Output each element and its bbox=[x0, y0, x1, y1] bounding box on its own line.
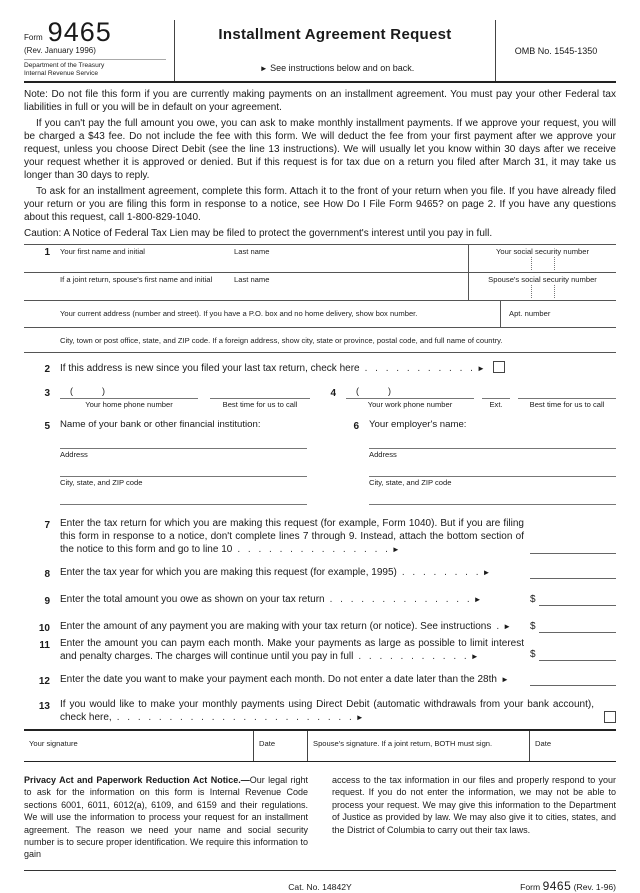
line-8-text bbox=[60, 566, 524, 581]
employer-column bbox=[333, 419, 616, 505]
employer-name-label: Your employer's name: bbox=[369, 419, 467, 430]
arrow-icon: ► bbox=[470, 652, 479, 661]
catalog-number: Cat. No. 14842Y bbox=[288, 881, 352, 892]
form-number: 9465 bbox=[47, 17, 112, 47]
bank-name-input[interactable] bbox=[60, 432, 307, 449]
city-label: City, town or post office, state, and ZIP code. If a foreign address, show city, state or province, postal code, and full name of country. bbox=[60, 336, 503, 345]
line-8-answer bbox=[530, 566, 616, 581]
number-gap bbox=[50, 698, 60, 724]
arrow-icon: ► bbox=[500, 675, 509, 684]
your-signature-cell[interactable] bbox=[24, 731, 254, 761]
number-gap bbox=[50, 273, 60, 300]
dot-leader: . . . . . . . . bbox=[401, 567, 479, 578]
dot-leader: . bbox=[496, 621, 500, 632]
agency-block bbox=[24, 59, 166, 78]
caution-label: Caution: bbox=[24, 228, 62, 239]
line-7-answer bbox=[530, 517, 616, 556]
note-label: Note: bbox=[24, 89, 48, 100]
form-revision: (Rev. January 1996) bbox=[24, 46, 96, 55]
home-phone-input[interactable]: ( ) bbox=[60, 386, 198, 399]
number-gap bbox=[50, 301, 60, 327]
intro-paragraph-1: If you can't pay the full amount you owe, you can ask to make monthly installment payments. If we approve your request, you will be charged a $43 fee. Do not include the fee with this form. We will deduct the fee from your first payment after we approve your request, unless you choose Direct Debit (see the line 13 instructions). We will usually let you know within 30 days after we receive your request whether it is approved or denied. But if this request is for tax due on a return you filed after March 31, it may take us longer than 30 days to reply. bbox=[24, 118, 616, 181]
employer-name-input[interactable] bbox=[369, 432, 616, 449]
line-number-11: 11 bbox=[39, 640, 50, 651]
number-gap bbox=[50, 593, 60, 608]
apt-number-label: Apt. number bbox=[509, 309, 551, 318]
caution-text: A Notice of Federal Tax Lien may be filed to protect the government's interest until you pay in full. bbox=[63, 228, 493, 239]
bank-address-label: Address bbox=[60, 450, 88, 459]
number-gap bbox=[336, 386, 346, 409]
bank-name-label: Name of your bank or other financial institution: bbox=[60, 419, 261, 430]
line-number-9: 9 bbox=[44, 596, 50, 607]
city-cell[interactable] bbox=[60, 328, 616, 352]
number-gap bbox=[50, 245, 60, 272]
privacy-right-column: access to the tax information in our files and properly respond to your request. If you do not enter the information, we may not be able to process your request. We may give this information to the Department of Justice as provided by law. We may also give it to cities, states, and the District of Columbia to carry out their tax laws. bbox=[332, 775, 616, 835]
dollar-sign: $ bbox=[530, 594, 536, 605]
line-11-text bbox=[60, 637, 524, 663]
ext-label: Ext. bbox=[489, 400, 503, 409]
line-12-row bbox=[24, 673, 616, 688]
bank-city-input[interactable] bbox=[60, 488, 307, 505]
bank-employer-section bbox=[24, 419, 616, 505]
ssn-separator bbox=[554, 257, 555, 270]
footer-form-word: Form bbox=[520, 881, 541, 892]
dollar-sign: $ bbox=[530, 621, 536, 632]
page-footer bbox=[24, 870, 616, 892]
line-13-text bbox=[60, 698, 594, 724]
ext-input[interactable] bbox=[482, 386, 510, 399]
line-12-answer bbox=[530, 673, 616, 688]
spouse-ssn-cell[interactable] bbox=[468, 273, 616, 300]
dot-leader: . . . . . . . . . . . bbox=[358, 651, 467, 662]
first-name-label: Your first name and initial bbox=[60, 247, 145, 256]
number-gap bbox=[50, 517, 60, 556]
agency-line-2: Internal Revenue Service bbox=[24, 70, 99, 77]
spouse-signature-cell[interactable] bbox=[308, 731, 530, 761]
address-row[interactable] bbox=[24, 301, 616, 328]
employer-address-input[interactable] bbox=[369, 460, 616, 477]
number-gap bbox=[50, 637, 60, 663]
form-word-label: Form bbox=[24, 33, 43, 42]
arrow-icon: ► bbox=[259, 64, 268, 73]
footer-revision: (Rev. 1-96) bbox=[573, 881, 616, 892]
line-number-blank bbox=[24, 273, 50, 300]
line-13-answer bbox=[596, 698, 616, 724]
ssn-label: Your social security number bbox=[496, 247, 589, 256]
line-12-answer-field[interactable] bbox=[530, 675, 616, 686]
home-phone-label: Your home phone number bbox=[85, 400, 173, 409]
subtitle-text: See instructions below and on back. bbox=[270, 63, 415, 73]
home-best-time-label: Best time for us to call bbox=[222, 400, 298, 409]
work-best-time-input[interactable] bbox=[518, 386, 616, 399]
line-12-text bbox=[60, 673, 524, 688]
ssn-separator bbox=[554, 285, 555, 298]
line-number-1: 1 bbox=[44, 247, 50, 258]
spouse-date-cell[interactable] bbox=[530, 731, 616, 761]
taxpayer-info-table bbox=[24, 244, 616, 353]
line-11-answer bbox=[530, 637, 616, 663]
number-gap bbox=[50, 419, 60, 505]
number-gap bbox=[50, 620, 60, 635]
line-13-row bbox=[24, 698, 616, 724]
line-9-text bbox=[60, 593, 524, 608]
ssn-separators bbox=[473, 257, 612, 270]
your-name-cell[interactable] bbox=[60, 245, 468, 272]
current-address-cell[interactable] bbox=[60, 301, 500, 327]
spouse-date-label: Date bbox=[535, 739, 552, 748]
ssn-separators bbox=[473, 285, 612, 298]
bank-column bbox=[24, 419, 307, 505]
intro-paragraph-2: To ask for an installment agreement, complete this form. Attach it to the front of your return when you file. If you have already filed your return or you are filing this form in response to a notice, see How Do I File Form 9465? on page 2. If you have any questions about this request, call 1-800-829-1040. bbox=[24, 186, 616, 223]
line-number-8: 8 bbox=[44, 569, 50, 580]
footer-form-number: 9465 bbox=[542, 878, 572, 893]
direct-debit-checkbox[interactable] bbox=[604, 711, 616, 723]
work-best-time-label: Best time for us to call bbox=[529, 400, 605, 409]
privacy-notice bbox=[24, 774, 616, 861]
date-label: Date bbox=[259, 739, 276, 748]
spouse-signature-label: Spouse's signature. If a joint return, BOTH must sign. bbox=[313, 739, 493, 748]
line-13-question-1: If you would like to make your monthly payments using Direct Debit (automatic withdrawals from your bbox=[60, 699, 524, 710]
line-10-answer-field[interactable] bbox=[539, 622, 616, 633]
line-10-answer bbox=[530, 620, 616, 635]
phone-section bbox=[24, 386, 616, 409]
line-7-question: Enter the tax return for which you are making this request (for example, Form 1040). But if you are filing this form in response to a notice, don't complete lines 7 through 9. Instead, attach the bottom section of the notice to this form and go to line 10 bbox=[60, 518, 524, 555]
page-title: Installment Agreement Request bbox=[218, 26, 452, 43]
field-gap bbox=[510, 386, 518, 409]
omb-number: OMB No. 1545-1350 bbox=[514, 45, 598, 56]
last-name-label: Last name bbox=[234, 247, 270, 256]
privacy-left-text: Our legal right to ask for the information on this form is Internal Revenue Code sections 6001, 6011, 6012(a), 6109, and 6159 and their regulations. We will use the information to process your request for an installment agreement. The reason we need your name and social security number is to secure proper identification. We require this information to gain bbox=[24, 775, 308, 860]
line-2-text bbox=[60, 361, 616, 376]
spouse-ssn-label: Spouse's social security number bbox=[488, 275, 597, 284]
dot-leader: . . . . . . . . . . . . . . bbox=[329, 594, 470, 605]
number-gap bbox=[50, 386, 60, 409]
line-10-text bbox=[60, 620, 524, 635]
line-7-row bbox=[24, 517, 616, 556]
home-best-time-input[interactable] bbox=[210, 386, 310, 399]
signature-block bbox=[24, 729, 616, 762]
line-number-5: 5 bbox=[44, 421, 50, 432]
form-header bbox=[24, 17, 616, 83]
line-11-question-2: and penalty charges. The charges will continue until you pay in full bbox=[60, 651, 354, 662]
work-phone-field[interactable] bbox=[346, 386, 474, 409]
note-text: Do not file this form if you are currently making payments on an installment agreement. You must pay your other Federal tax liabilities in full or you will be in default on your agreement. bbox=[24, 89, 616, 113]
line-number-12: 12 bbox=[38, 676, 50, 687]
home-phone-field[interactable] bbox=[60, 386, 198, 409]
line-2-question: If this address is new since you filed your last tax return, check here bbox=[60, 363, 360, 374]
line-number-10: 10 bbox=[38, 623, 50, 634]
arrow-icon: ► bbox=[482, 568, 491, 577]
form-id-block bbox=[24, 17, 174, 81]
your-ssn-cell[interactable] bbox=[468, 245, 616, 272]
arrow-icon: ► bbox=[503, 622, 512, 631]
note-paragraph bbox=[24, 88, 616, 114]
form-subtitle bbox=[181, 63, 489, 73]
caution-paragraph bbox=[24, 227, 616, 240]
field-gap bbox=[198, 386, 210, 409]
current-address-label: Your current address (number and street). If you have a P.O. box and no home delivery, show box number. bbox=[60, 309, 418, 318]
employer-fields bbox=[369, 419, 616, 505]
line-13-question-2: bank account), check here, bbox=[60, 699, 594, 723]
line-number-13: 13 bbox=[38, 701, 50, 712]
date-cell[interactable] bbox=[254, 731, 308, 761]
line-7-text bbox=[60, 517, 524, 556]
bank-city-label: City, state, and ZIP code bbox=[60, 478, 143, 487]
intro-section bbox=[24, 88, 616, 240]
line-10-question: Enter the amount of any payment you are making with your tax return (or notice). See instructions bbox=[60, 621, 492, 632]
employer-city-label: City, state, and ZIP code bbox=[369, 478, 452, 487]
bank-fields bbox=[60, 419, 307, 505]
spouse-name-cell[interactable] bbox=[60, 273, 468, 300]
ssn-separator bbox=[531, 257, 532, 270]
work-phone-input[interactable]: ( ) bbox=[346, 386, 474, 399]
address-new-checkbox[interactable] bbox=[493, 361, 505, 373]
line-7-answer-field[interactable] bbox=[530, 543, 616, 554]
line-number-7: 7 bbox=[44, 520, 50, 531]
line-number-4: 4 bbox=[330, 388, 336, 399]
number-gap bbox=[50, 566, 60, 581]
dollar-sign: $ bbox=[530, 649, 536, 660]
line-10-row bbox=[24, 620, 616, 635]
work-phone-label: Your work phone number bbox=[367, 400, 453, 409]
agency-line-1: Department of the Treasury bbox=[24, 62, 105, 69]
spouse-name-row[interactable] bbox=[24, 273, 616, 301]
line-number-2: 2 bbox=[44, 364, 50, 375]
number-gap bbox=[359, 419, 369, 505]
line-8-row bbox=[24, 566, 616, 581]
line-11-row bbox=[24, 637, 616, 663]
work-phone-group bbox=[310, 386, 616, 409]
arrow-icon: ► bbox=[473, 595, 482, 604]
number-gap bbox=[50, 673, 60, 688]
line-number-6: 6 bbox=[353, 421, 359, 432]
field-gap bbox=[474, 386, 482, 409]
form-number-line bbox=[24, 17, 166, 47]
line-number-3: 3 bbox=[44, 388, 50, 399]
employer-city-input[interactable] bbox=[369, 488, 616, 505]
form-title-block bbox=[174, 20, 496, 81]
privacy-heading: Privacy Act and Paperwork Reduction Act Notice.— bbox=[24, 775, 250, 785]
line-11-question-1: Enter the amount you can paym each month. Make your payments as large as possible to limit interest bbox=[60, 638, 524, 649]
line-9-answer bbox=[530, 593, 616, 608]
privacy-left-column bbox=[24, 774, 308, 861]
line-9-row bbox=[24, 593, 616, 608]
line-9-question: Enter the total amount you owe as shown on your tax return bbox=[60, 594, 325, 605]
arrow-icon: ► bbox=[355, 713, 364, 722]
arrow-icon: ► bbox=[391, 545, 400, 554]
line-9-answer-field[interactable] bbox=[539, 595, 616, 606]
line-8-answer-field[interactable] bbox=[530, 568, 616, 579]
line-number-blank bbox=[24, 301, 50, 327]
employer-address-label: Address bbox=[369, 450, 397, 459]
ssn-separator bbox=[531, 285, 532, 298]
name-row[interactable] bbox=[24, 245, 616, 273]
city-row[interactable] bbox=[24, 328, 616, 353]
dot-leader: . . . . . . . . . . . . . . . bbox=[237, 544, 388, 555]
bank-address-input[interactable] bbox=[60, 460, 307, 477]
dot-leader: . . . . . . . . . . . . . . . . . . . . . . . bbox=[116, 712, 352, 723]
spouse-last-name-label: Last name bbox=[234, 275, 270, 284]
apt-number-cell[interactable] bbox=[500, 301, 616, 327]
line-12-question: Enter the date you want to make your payment each month. Do not enter a date later than the 28th bbox=[60, 674, 497, 685]
footer-form-id bbox=[520, 879, 616, 893]
your-signature-label: Your signature bbox=[29, 739, 78, 748]
line-number-blank bbox=[24, 328, 50, 352]
line-2-row bbox=[24, 361, 616, 376]
number-gap bbox=[50, 361, 60, 376]
dot-leader: . . . . . . . . . . . bbox=[364, 363, 473, 374]
arrow-icon: ► bbox=[476, 364, 485, 373]
work-best-time-field[interactable] bbox=[518, 386, 616, 409]
line-11-answer-field[interactable] bbox=[539, 650, 616, 661]
number-gap bbox=[50, 328, 60, 352]
line-8-question: Enter the tax year for which you are making this request (for example, 1995) bbox=[60, 567, 397, 578]
home-best-time-field[interactable] bbox=[210, 386, 310, 409]
home-phone-group bbox=[24, 386, 310, 409]
ext-field[interactable] bbox=[482, 386, 510, 409]
spouse-first-name-label: If a joint return, spouse's first name and initial bbox=[60, 275, 213, 284]
